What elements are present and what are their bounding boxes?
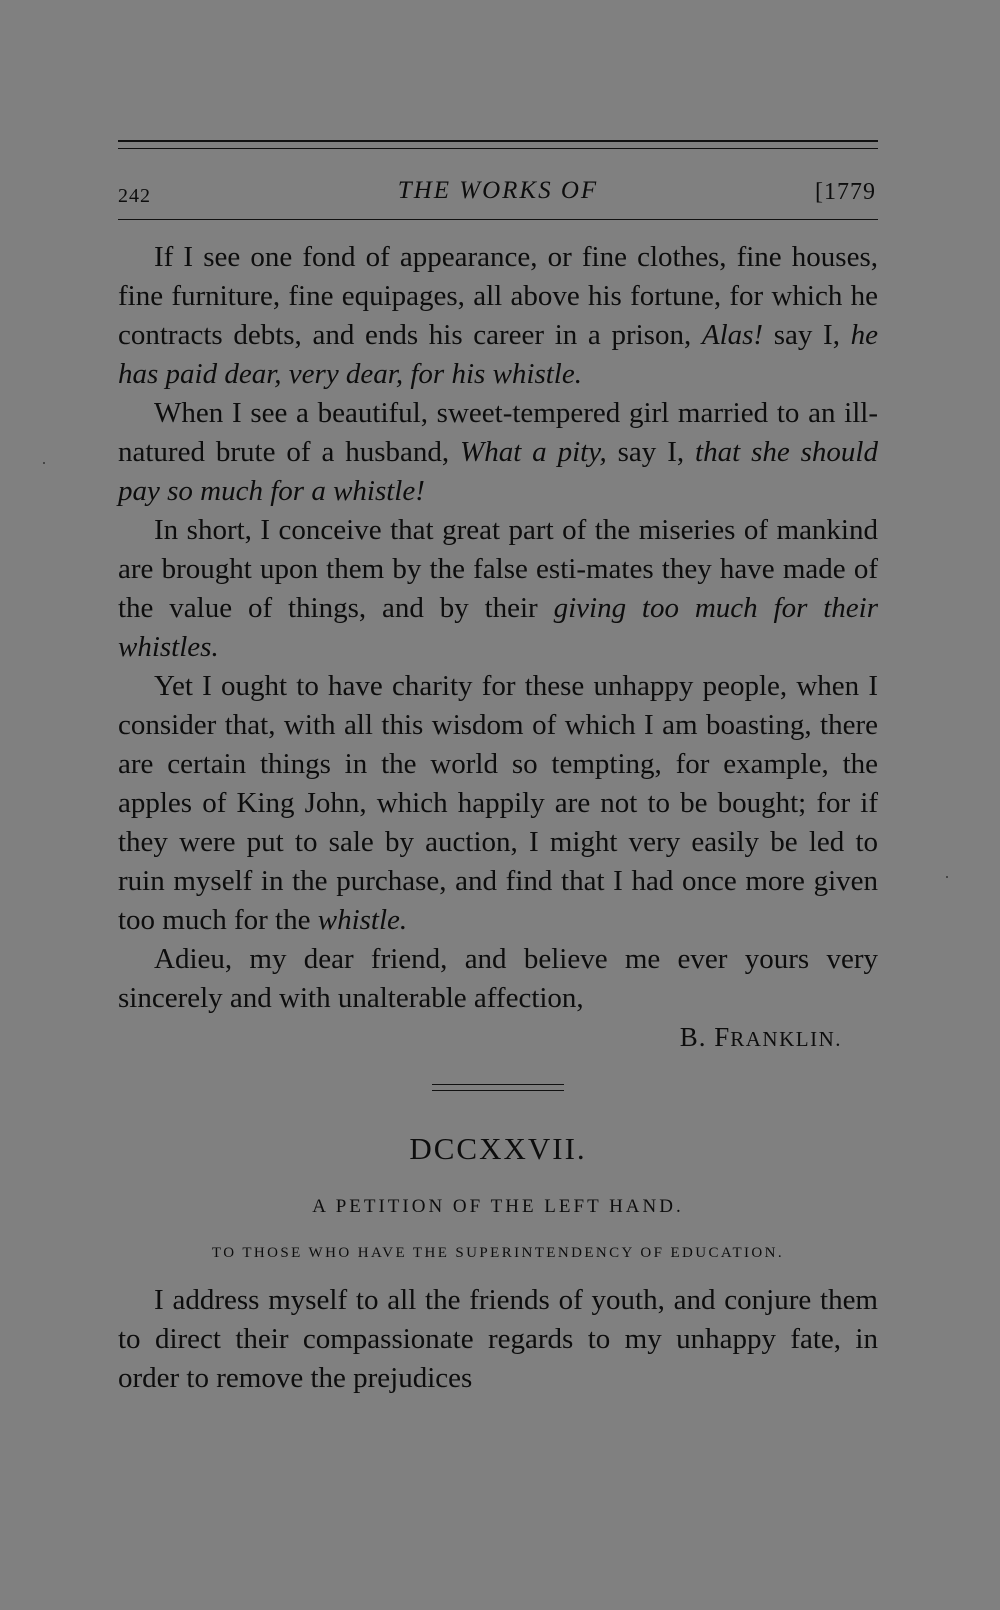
paragraph-text: Yet I ought to have charity for these unhappy people, when I consider that, with all this wisdom of which I am boasting, there are certain things in the world so tempting, for example, the apples of King John, which happily are not to be bought; for if they were put to sale by auction, I might very easily be led to ruin myself in the purchase, and find that I had once more given too much for the bbox=[118, 670, 878, 936]
header-top-rule bbox=[118, 140, 878, 149]
paragraph-text: In short, I conceive that great part of the miseries of mankind are brought upon them by the false esti-mates they have made of the value of things, and by their bbox=[118, 514, 878, 624]
scan-speck bbox=[946, 876, 948, 878]
italic-phrase: giving too much for their whistles. bbox=[118, 592, 878, 663]
running-year: [1779 bbox=[815, 179, 876, 205]
paragraph-text: When I see a beautiful, sweet-tempered girl married to an ill-natured brute of a husband, bbox=[118, 397, 878, 468]
signature bbox=[118, 1018, 878, 1058]
letter-subtitle: TO THOSE WHO HAVE THE SUPERINTENDENCY OF EDUCATION. bbox=[211, 1245, 785, 1261]
paragraph bbox=[118, 940, 878, 1018]
section-divider bbox=[432, 1084, 564, 1091]
petition-body-text bbox=[118, 1281, 878, 1398]
paragraph-text: If I see one fond of appearance, or fine clothes, fine houses, fine furniture, fine equipages, all above his fortune, for which he contracts debts, and ends his career in a prison, bbox=[118, 241, 878, 351]
paragraph-text: Adieu, my dear friend, and believe me ever yours very sincerely and with unalterable affection, bbox=[118, 943, 878, 1014]
letter-title: A PETITION OF THE LEFT HAND. bbox=[312, 1196, 684, 1217]
page-number: 242 bbox=[118, 185, 151, 207]
italic-phrase: that she should pay so much for a whistle! bbox=[118, 436, 878, 507]
running-title: THE WORKS OF bbox=[397, 177, 599, 204]
paragraph-text: say I, bbox=[763, 319, 851, 351]
paragraph-text: I address myself to all the friends of youth, and conjure them to direct their compassionate regards to my unhappy fate, in order to remove the prejudices bbox=[118, 1284, 878, 1394]
signature-rest: RANKLIN. bbox=[730, 1027, 842, 1051]
paragraph-text: say I, bbox=[606, 436, 696, 468]
header-bottom-rule bbox=[118, 219, 878, 220]
paragraph bbox=[118, 238, 878, 394]
signature-initial: B. F bbox=[679, 1022, 731, 1052]
italic-phrase: Alas! bbox=[701, 319, 764, 351]
italic-phrase: he has paid dear, very dear, for his whistle. bbox=[118, 319, 878, 390]
letter-number: DCCXXVII. bbox=[409, 1131, 587, 1166]
italic-phrase: whistle. bbox=[317, 904, 408, 936]
letter-body-text bbox=[118, 238, 878, 1018]
paragraph bbox=[118, 511, 878, 667]
running-head bbox=[118, 175, 878, 219]
paragraph bbox=[118, 667, 878, 940]
scan-speck bbox=[43, 462, 45, 464]
paragraph bbox=[118, 394, 878, 511]
book-page bbox=[118, 140, 878, 1398]
italic-phrase: What a pity, bbox=[460, 436, 607, 468]
paragraph bbox=[118, 1281, 878, 1398]
